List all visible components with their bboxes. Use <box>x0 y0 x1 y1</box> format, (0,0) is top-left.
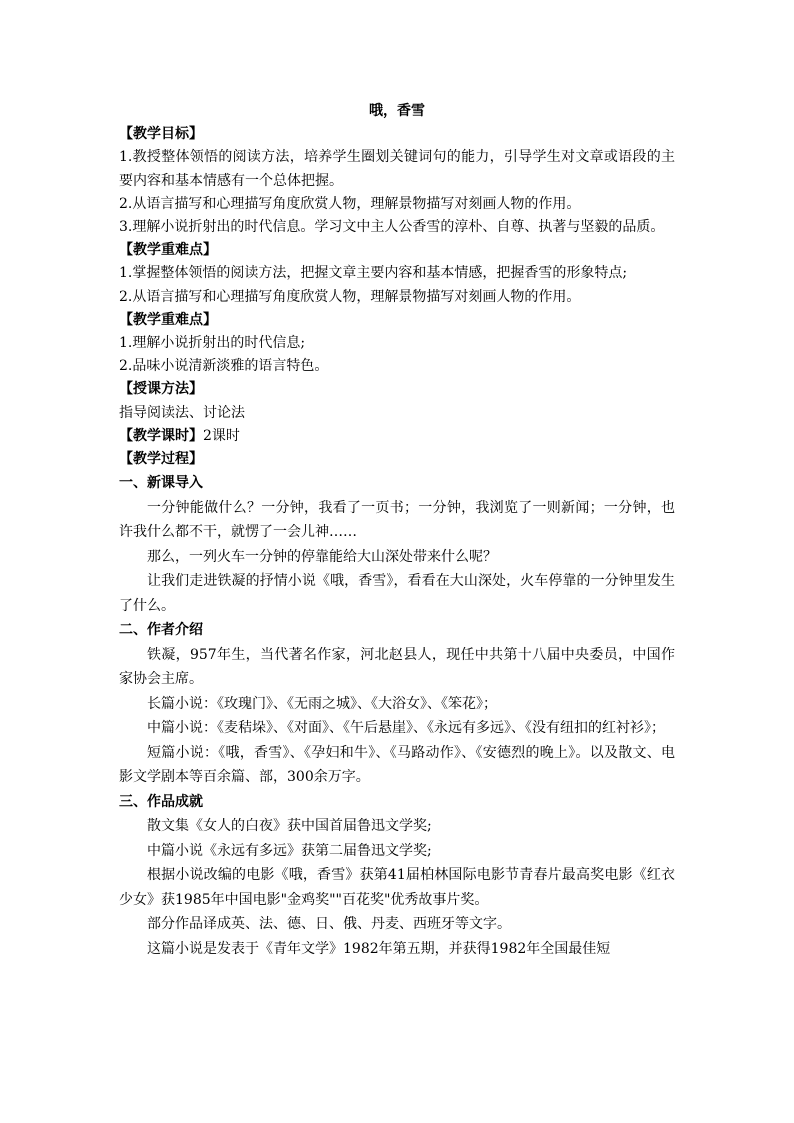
section-paragraph: 铁凝，957年生，当代著名作家，河北赵县人，现任中共第十八届中央委员，中国作家协会主席。 <box>119 646 675 688</box>
objective-item: 1.教授整体领悟的阅读方法，培养学生圈划关键词句的能力，引导学生对文章或语段的主要内容和基本情感有一个总体把握。 <box>119 149 675 189</box>
document-title: 哦，香雪 <box>369 103 425 119</box>
hours-text: 2课时 <box>203 427 240 444</box>
key-point-item: 1.掌握整体领悟的阅读方法，把握文章主要内容和基本情感，把握香雪的形象特点; <box>119 265 628 282</box>
section-paragraph: 一分钟能做什么？一分钟，我看了一页书；一分钟，我浏览了一则新闻；一分钟，也许我什么都不干，就愣了一会儿神…… <box>119 499 675 541</box>
section-heading: 一、新课导入 <box>119 475 203 492</box>
section-paragraph: 这篇小说是发表于《青年文学》1982年第五期，并获得1982年全国最佳短 <box>147 940 611 957</box>
section-paragraph: 长篇小说：《玫瑰门》、《无雨之城》、《大浴女》、《笨花》； <box>147 695 497 712</box>
key-point-item: 2.从语言描写和心理描写角度欣赏人物，理解景物描写对刻画人物的作用。 <box>119 288 581 305</box>
section-paragraph: 部分作品译成英、法、德、日、俄、丹麦、西班牙等文字。 <box>147 916 511 933</box>
objective-item: 3.理解小说折射出的时代信息。学习文中主人公香雪的淳朴、自尊、执著与坚毅的品质。 <box>119 219 665 235</box>
section-paragraph: 那么，一列火车一分钟的停靠能给大山深处带来什么呢？ <box>147 548 497 565</box>
methods-heading: 【授课方法】 <box>119 381 203 398</box>
section-paragraph: 让我们走进铁凝的抒情小说《哦，香雪》，看看在大山深处，火车停靠的一分钟里发生了什么。 <box>119 573 675 614</box>
section-paragraph: 中篇小说：《麦秸垛》、《对面》、《午后悬崖》、《永远有多远》、《没有纽扣的红衬衫》； <box>147 720 665 737</box>
objectives-heading: 【教学目标】 <box>119 126 203 143</box>
section-paragraph: 短篇小说：《哦，香雪》、《孕妇和牛》、《马路动作》、《安德烈的晚上》。以及散文、电影文学剧本等百余篇、部，300余万字。 <box>119 744 675 786</box>
hours-line <box>119 425 675 448</box>
hours-heading: 【教学课时】 <box>119 427 203 444</box>
objective-item: 2.从语言描写和心理描写角度欣赏人物，理解景物描写对刻画人物的作用。 <box>119 195 581 212</box>
section-paragraph: 散文集《女人的白夜》获中国首届鲁迅文学奖; <box>147 818 432 835</box>
section-heading: 三、作品成就 <box>119 793 203 810</box>
section-paragraph: 根据小说改编的电影《哦，香雪》获第41届柏林国际电影节青春片最高奖电影《红衣少女》获1985年中国电影"金鸡奖""百花奖"优秀故事片奖。 <box>119 867 675 908</box>
process-heading: 【教学过程】 <box>119 451 203 468</box>
document-content <box>119 100 675 961</box>
difficult-point-item: 2.品味小说清新淡雅的语言特色。 <box>119 358 329 375</box>
key-points-heading: 【教学重难点】 <box>119 242 217 259</box>
section-heading: 二、作者介绍 <box>119 622 203 639</box>
difficult-point-item: 1.理解小说折射出的时代信息; <box>119 335 306 352</box>
section-paragraph: 中篇小说《永远有多远》获第二届鲁迅文学奖; <box>147 842 432 859</box>
difficult-points-heading: 【教学重难点】 <box>119 311 217 328</box>
methods-text: 指导阅读法、讨论法 <box>119 404 245 421</box>
